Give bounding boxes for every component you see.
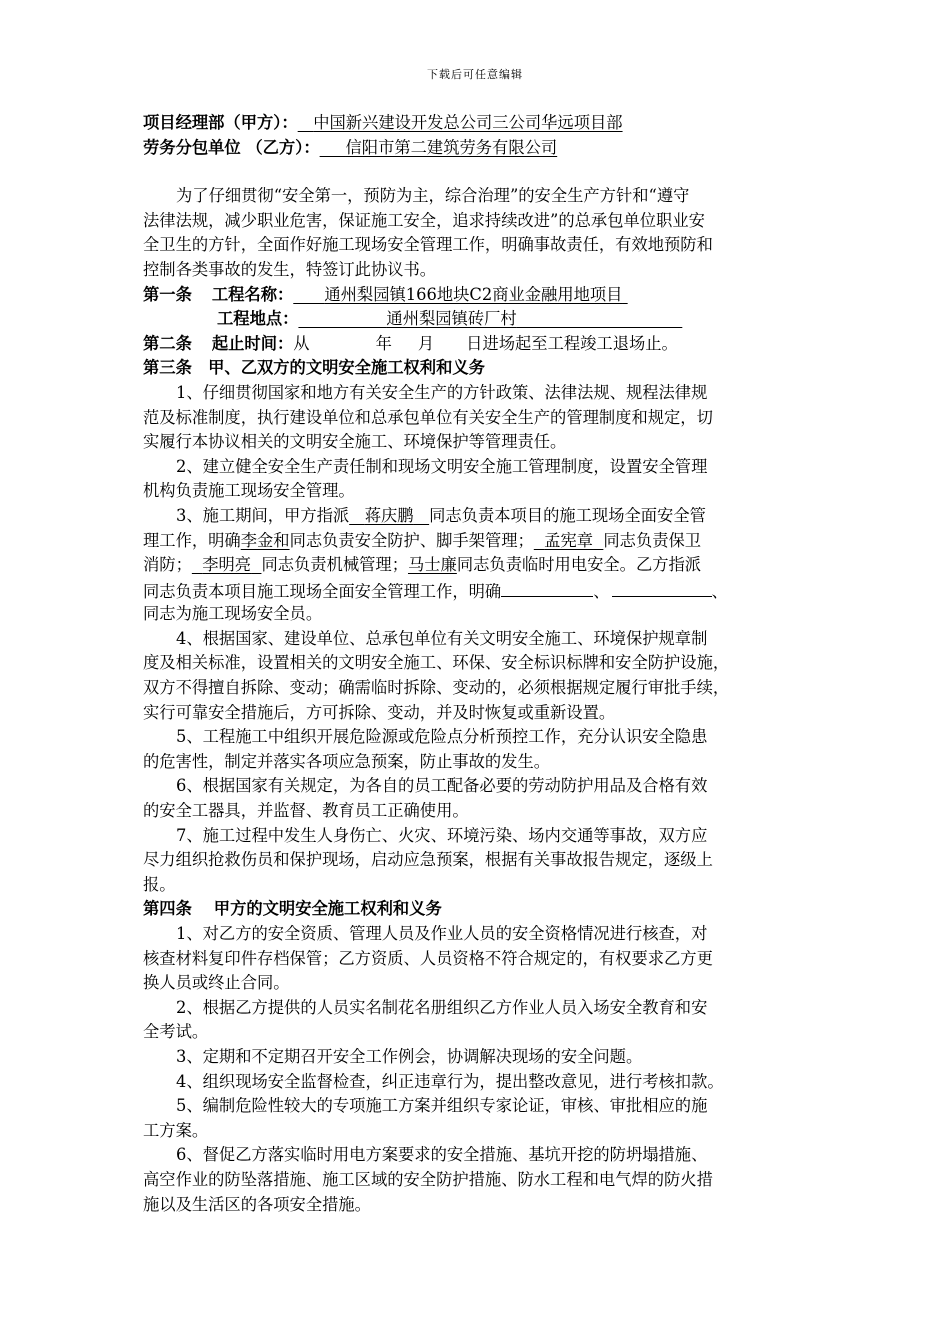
article-3-item-7 [143, 824, 815, 898]
period-from: 从 [293, 333, 310, 353]
text-line: 6、根据国家有关规定，为各自的员工配备必要的劳动防护用品及合格有效 [176, 776, 708, 796]
party-a-label: 项目经理部（甲方）： [143, 113, 298, 132]
text-line: 实行可靠安全措施后，方可拆除、变动，并及时恢复或重新设置。 [143, 702, 616, 722]
text-span: 3、施工期间，甲方指派 [176, 505, 350, 525]
article-3-item-5 [143, 725, 815, 774]
article-4-item-4 [143, 1070, 815, 1095]
text-line: 核查材料复印件存档保管；乙方资质、人员资格不符合规定的，有权要求乙方更 [143, 948, 713, 968]
text-line: 1、仔细贯彻国家和地方有关安全生产的方针政策、法律法规、规程法律规 [176, 382, 708, 402]
party-b-line [143, 136, 815, 161]
text-line: 的安全工器具，并监督、教育员工正确使用。 [143, 801, 469, 821]
intro-line: 全卫生的方针，全面作好施工现场安全管理工作，明确事故责任，有效地预防和 [143, 235, 713, 255]
text-line: 实履行本协议相关的文明安全施工、环境保护等管理责任。 [143, 432, 567, 452]
machinery-manager-name: 李明亮 [202, 555, 252, 575]
article-4-item-1 [143, 922, 815, 996]
safety-manager-name: 蒋庆鹏 [364, 505, 414, 525]
blank-field [612, 578, 712, 597]
period-month: 月 [417, 333, 435, 353]
text-line [143, 553, 815, 578]
article-1-label: 第一条 [143, 284, 192, 304]
document-body [143, 111, 815, 1217]
article-3-title: 第三条 甲、乙双方的文明安全施工权利和义务 [143, 358, 485, 378]
text-span: 同志负责安全防护、脚手架管理； [289, 530, 534, 550]
text-span: 同志负责临时用电安全。乙方指派 [456, 555, 702, 575]
text-line: 1、对乙方的安全资质、管理人员及作业人员的安全资格情况进行核查，对 [176, 924, 708, 943]
text-line: 换人员或终止合同。 [143, 973, 290, 993]
intro-line: 控制各类事故的发生，特签订此协议书。 [143, 259, 437, 279]
text-line: 的危害性，制定并落实各项应急预案，防止事故的发生。 [143, 751, 551, 771]
text-line: 7、施工过程中发生人身伤亡、火灾、环境污染、场内交通等事故，双方应 [176, 825, 708, 845]
article-3-item-6 [143, 774, 815, 823]
text-line: 双方不得擅自拆除、变动；确需临时拆除、变动的，必须根据规定履行审批手续， [143, 678, 730, 698]
security-manager-name: 孟宪章 [544, 530, 594, 550]
text-line [143, 578, 815, 603]
text-span: 理工作，明确 [143, 530, 241, 550]
intro-line: 为了仔细贯彻“安全第一，预防为主，综合治理”的安全生产方针和“遵守 [176, 186, 690, 206]
text-span: 同志负责机械管理； [261, 555, 408, 575]
text-line: 同志为施工现场安全员。 [143, 604, 323, 624]
text-line: 5、工程施工中组织开展危险源或危险点分析预控工作，充分认识安全隐患 [176, 727, 708, 747]
period-label: 起止时间： [211, 333, 294, 353]
article-4-item-6 [143, 1143, 815, 1217]
article-1-site-line [143, 307, 815, 332]
text-line: 4、根据国家、建设单位、总承包单位有关文明安全施工、环境保护规章制 [176, 628, 708, 648]
protection-manager-name: 李金和 [240, 530, 290, 550]
article-4-item-5 [143, 1094, 815, 1143]
text-line: 全考试。 [143, 1022, 209, 1042]
text-line: 工方案。 [143, 1120, 209, 1140]
text-line: 尽力组织抢救伤员和保护现场，启动应急预案，根据有关事故报告规定，逐级上 [143, 850, 713, 870]
text-line: 2、根据乙方提供的人员实名制花名册组织乙方作业人员入场安全教育和安 [176, 997, 708, 1017]
article-2-line [143, 332, 815, 357]
party-a-line [143, 111, 815, 136]
text-line: 施以及生活区的各项安全措施。 [143, 1194, 371, 1214]
article-3-item-4 [143, 627, 815, 725]
article-3-item-3 [143, 504, 815, 627]
text-line: 范及标准制度，执行建设单位和总承包单位有关安全生产的管理制度和规定，切 [143, 407, 713, 427]
text-line: 报。 [143, 874, 176, 894]
party-a-value: 中国新兴建设开发总公司三公司华远项目部 [313, 113, 623, 132]
text-span: 同志负责本项目施工现场全面安全管理工作，明确 [143, 581, 502, 601]
text-line: 5、编制危险性较大的专项施工方案并组织专家论证，审核、审批相应的施 [176, 1096, 708, 1116]
electricity-manager-name: 马士廉 [407, 555, 457, 575]
text-span: 、 [593, 581, 610, 601]
text-span: 同志负责本项目的施工现场全面安全管 [429, 505, 706, 525]
intro-line: 法律法规，减少职业危害，保证施工安全，追求持续改进”的总承包单位职业安 [143, 210, 705, 230]
text-line [143, 504, 815, 529]
project-site-value: 通州梨园镇砖厂村 [386, 309, 517, 329]
text-line: 3、定期和不定期召开安全工作例会，协调解决现场的安全问题。 [176, 1046, 643, 1066]
text-span: 消防； [143, 555, 192, 575]
article-4-item-3 [143, 1045, 815, 1070]
project-site-label: 工程地点： [217, 309, 299, 329]
project-name-value: 通州梨园镇166地块C2商业金融用地项目 [324, 284, 623, 304]
text-line: 高空作业的防坠落措施、施工区域的安全防护措施、防水工程和电气焊的防火措 [143, 1169, 713, 1189]
article-2-label: 第二条 [143, 333, 192, 353]
text-line: 4、组织现场安全监督检查，纠正违章行为，提出整改意见，进行考核扣款。 [176, 1071, 724, 1091]
text-line: 2、建立健全安全生产责任制和现场文明安全施工管理制度，设置安全管理 [176, 456, 708, 476]
text-span: 、 [711, 581, 728, 601]
party-b-value: 信阳市第二建筑劳务有限公司 [345, 137, 558, 157]
page-header: 下载后可任意编辑 [427, 68, 523, 81]
period-tail: 日进场起至工程竣工退场止。 [466, 333, 678, 353]
article-1-name-line [143, 283, 815, 308]
article-3-item-2 [143, 455, 815, 504]
article-4-title: 第四条 甲方的文明安全施工权利和义务 [143, 899, 442, 919]
text-line: 6、督促乙方落实临时用电方案要求的安全措施、基坑开挖的防坍塌措施、 [176, 1145, 708, 1165]
blank-field [501, 578, 593, 597]
text-line: 机构负责施工现场安全管理。 [143, 481, 355, 501]
text-line [143, 529, 815, 554]
text-line: 度及相关标准，设置相关的文明安全施工、环保、安全标识标牌和安全防护设施， [143, 653, 730, 673]
party-b-label: 劳务分包单位 （乙方）： [143, 137, 320, 157]
article-4-item-2 [143, 996, 815, 1045]
text-span: 同志负责保卫 [603, 530, 702, 550]
project-name-label: 工程名称： [211, 284, 294, 304]
period-year: 年 [375, 333, 392, 353]
article-3-item-1 [143, 381, 815, 455]
intro-paragraph [143, 184, 815, 282]
